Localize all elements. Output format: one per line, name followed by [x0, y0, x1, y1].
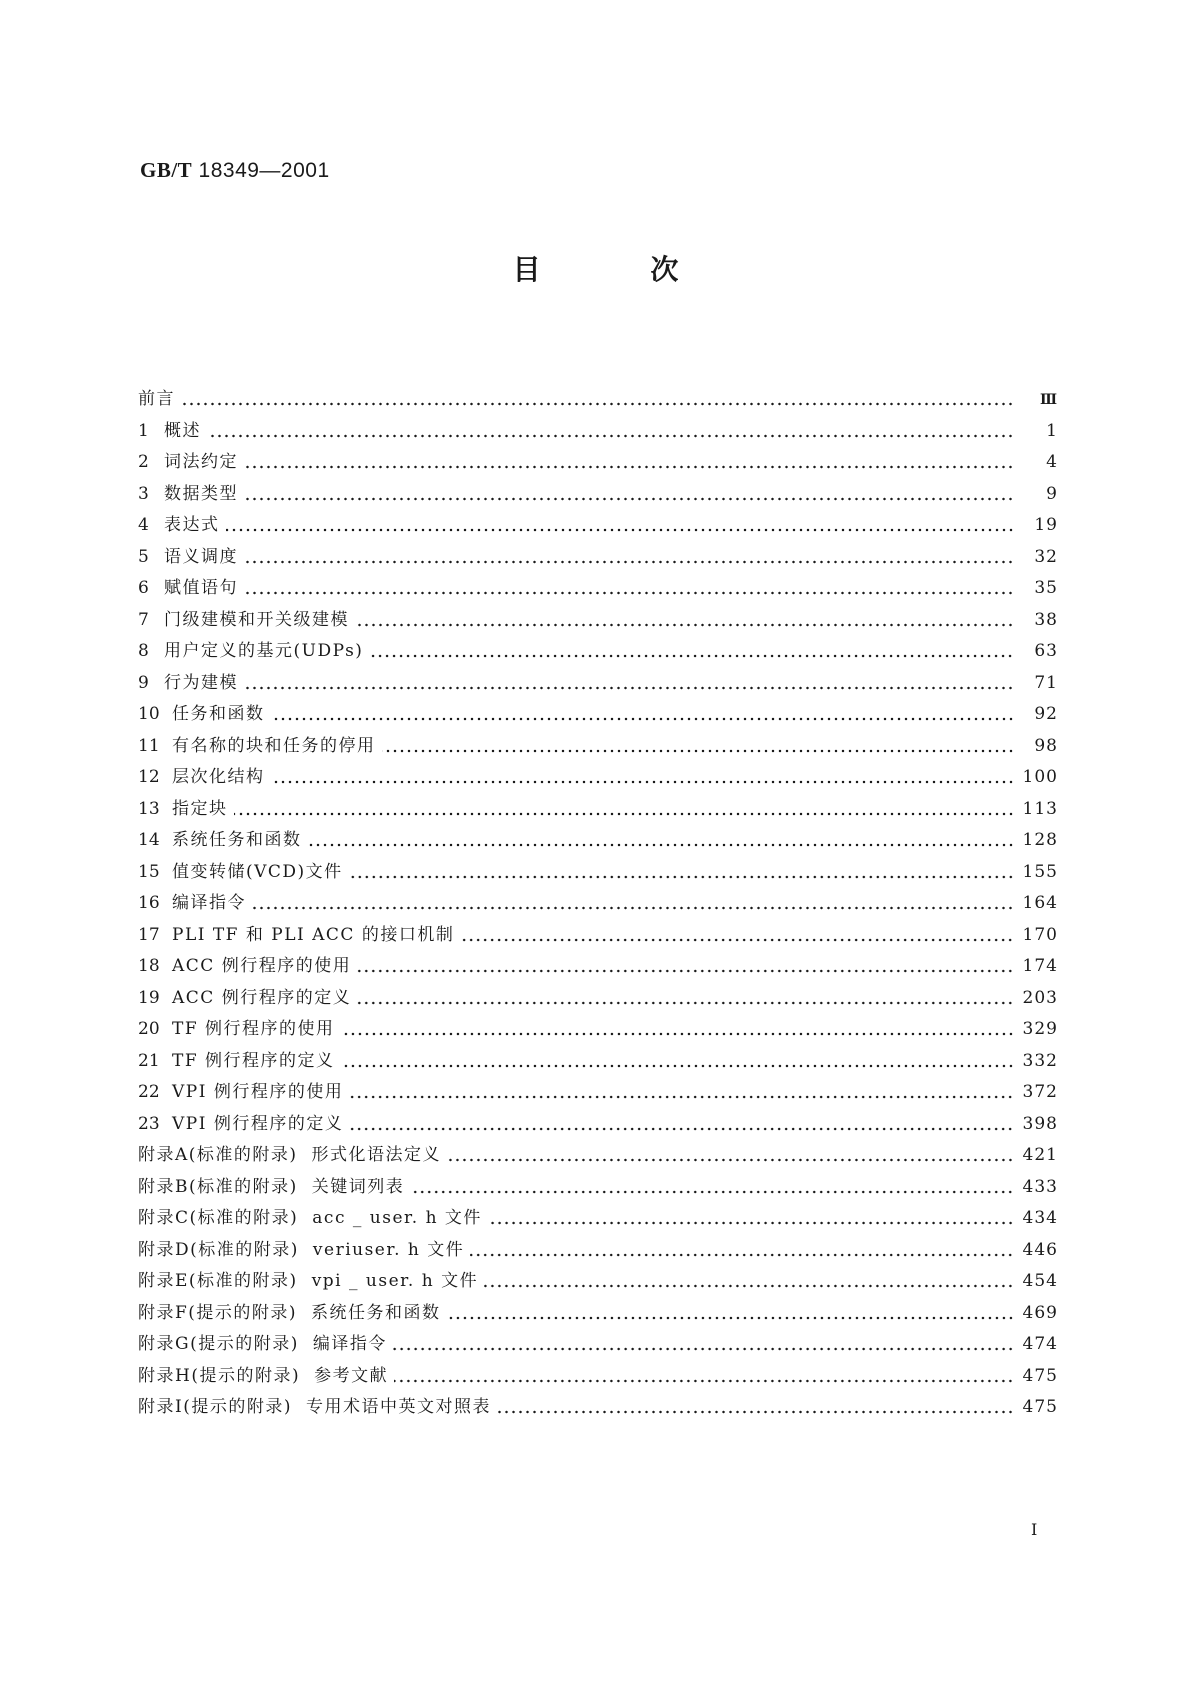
toc-entry-label: [138, 384, 175, 409]
dot-leader: [447, 1158, 1014, 1162]
dot-leader: [349, 1095, 1014, 1099]
toc-entry-number: 18: [138, 956, 160, 976]
toc-entry-page: 155: [1022, 861, 1058, 882]
toc-entry-page: 92: [1034, 704, 1058, 724]
toc-entry[interactable]: [138, 1361, 1058, 1393]
toc-entry-title: ACC 例行程序的使用: [172, 956, 352, 976]
toc-entry-page: 128: [1022, 830, 1058, 850]
toc-entry-label: [138, 1392, 491, 1417]
toc-entry-title: 词法约定: [164, 452, 238, 472]
toc-entry-label: [172, 825, 302, 850]
toc-entry-number: 13: [138, 798, 160, 819]
toc-entry-title: TF 例行程序的使用: [172, 1019, 335, 1039]
toc-entry-number: 8: [138, 641, 149, 661]
toc-entry-page: 372: [1022, 1082, 1058, 1102]
toc-entry-page: 113: [1022, 798, 1058, 819]
dot-leader: [460, 938, 1014, 942]
dot-leader: [470, 1253, 1014, 1257]
toc-entry-title: 附录I(提示的附录): [138, 1397, 292, 1417]
toc-entry-label: [164, 605, 349, 630]
toc-entry[interactable]: [138, 951, 1058, 983]
toc-entry-subtitle: 关键词列表: [311, 1176, 405, 1197]
toc-entry-number: 11: [138, 735, 160, 756]
toc-entry[interactable]: [138, 1298, 1058, 1330]
toc-entry-page: 100: [1022, 767, 1058, 787]
toc-entry-label: [164, 636, 363, 661]
toc-entry[interactable]: [138, 384, 1058, 416]
dot-leader: [234, 812, 1015, 816]
toc-entry-number: 5: [138, 546, 149, 567]
toc-entry-title: VPI 例行程序的定义: [172, 1113, 344, 1134]
toc-entry[interactable]: [138, 1203, 1058, 1235]
toc-entry-page: 9: [1046, 483, 1058, 504]
toc-entry-number: 15: [138, 861, 160, 882]
dot-leader: [244, 560, 1014, 564]
toc-entry[interactable]: [138, 1329, 1058, 1361]
page-title-char-2: 次: [650, 253, 679, 286]
toc-entry-label: [138, 1298, 441, 1323]
toc-entry[interactable]: [138, 510, 1058, 542]
toc-entry[interactable]: [138, 762, 1058, 794]
toc-entry[interactable]: [138, 1140, 1058, 1172]
toc-entry-page: 1: [1046, 420, 1058, 441]
dot-leader: [393, 1347, 1014, 1351]
toc-entry[interactable]: [138, 1077, 1058, 1109]
toc-entry-title: 编译指令: [172, 893, 246, 913]
toc-entry-subtitle: 形式化语法定义: [311, 1145, 442, 1165]
toc-entry-number: 6: [138, 578, 149, 598]
toc-entry-label: [164, 542, 238, 567]
standard-code: [140, 158, 330, 183]
toc-entry-title: 指定块: [172, 798, 228, 819]
dot-leader: [382, 749, 1015, 753]
toc-entry-label: [172, 1014, 335, 1039]
toc-entry[interactable]: [138, 731, 1058, 763]
toc-entry-page: 174: [1022, 956, 1058, 976]
dot-leader: [244, 497, 1014, 501]
toc-entry-page: 35: [1034, 578, 1058, 598]
toc-entry-page: 474: [1022, 1334, 1058, 1354]
toc-entry-number: 4: [138, 515, 149, 535]
toc-entry-title: 概述: [164, 420, 201, 441]
toc-entry-label: [172, 731, 376, 756]
dot-leader: [308, 843, 1015, 847]
toc-entry-title: 附录B(标准的附录): [138, 1176, 298, 1197]
toc-entry-page: 4: [1046, 452, 1058, 472]
toc-entry-page: 433: [1022, 1176, 1058, 1197]
toc-entry-title: 附录C(标准的附录): [138, 1208, 299, 1228]
toc-entry-page: 329: [1022, 1019, 1058, 1039]
toc-entry-label: [138, 1140, 441, 1165]
dot-leader: [207, 434, 1014, 438]
dot-leader: [484, 1284, 1014, 1288]
dot-leader: [410, 1190, 1014, 1194]
toc-entry[interactable]: [138, 542, 1058, 574]
toc-entry-subtitle: 系统任务和函数: [311, 1302, 441, 1323]
dot-leader: [369, 654, 1014, 658]
toc-entry-label: [138, 1203, 482, 1228]
toc-entry-page: 32: [1034, 546, 1058, 567]
toc-entry-number: 21: [138, 1050, 160, 1071]
toc-entry-label: [164, 573, 238, 598]
toc-entry-title: VPI 例行程序的使用: [172, 1082, 344, 1102]
toc-entry-number: 17: [138, 924, 160, 945]
dot-leader: [349, 875, 1014, 879]
toc-entry-label: [138, 1266, 478, 1291]
toc-entry-label: [138, 1172, 404, 1197]
toc-entry-title: 附录F(提示的附录): [138, 1302, 298, 1323]
toc-entry-label: [138, 1361, 388, 1386]
toc-entry-subtitle: 参考文献: [314, 1365, 389, 1386]
dot-leader: [271, 717, 1015, 721]
toc-entry-title: 系统任务和函数: [172, 830, 302, 850]
toc-entry-label: [164, 479, 238, 504]
dot-leader: [349, 1127, 1014, 1131]
toc-entry-label: [172, 762, 265, 787]
standard-prefix: GB/T: [140, 158, 193, 182]
toc-entry-page: 475: [1022, 1397, 1058, 1417]
toc-entry-label: [164, 510, 220, 535]
toc-entry-page: 71: [1034, 672, 1058, 693]
toc-entry-subtitle: veriuser. h 文件: [312, 1239, 465, 1260]
page-title: [0, 248, 1191, 288]
page-number: I: [1031, 1520, 1038, 1539]
toc-entry-title: TF 例行程序的定义: [172, 1050, 335, 1071]
toc-entry-label: [164, 416, 201, 441]
toc-entry[interactable]: [138, 1014, 1058, 1046]
toc-entry-title: PLI TF 和 PLI ACC 的接口机制: [172, 924, 455, 945]
toc-entry-page: 164: [1022, 893, 1058, 913]
toc-entry[interactable]: [138, 605, 1058, 637]
toc-entry-number: 9: [138, 672, 149, 693]
dot-leader: [244, 465, 1014, 469]
toc-entry-title: 附录H(提示的附录): [138, 1365, 301, 1386]
toc-entry-page: 421: [1022, 1145, 1058, 1165]
toc-entry[interactable]: [138, 983, 1058, 1015]
toc-entry-number: 10: [138, 704, 160, 724]
toc-entry-label: [172, 857, 343, 882]
toc-entry-label: [172, 1077, 343, 1102]
toc-entry-page: 469: [1022, 1302, 1058, 1323]
toc-entry-number: 20: [138, 1019, 160, 1039]
toc-entry-label: [164, 447, 238, 472]
toc-entry-title: 赋值语句: [164, 578, 238, 598]
toc-entry-label: [172, 699, 265, 724]
dot-leader: [341, 1032, 1014, 1036]
toc-entry-page: 446: [1022, 1239, 1058, 1260]
toc-entry-title: 层次化结构: [172, 767, 265, 787]
toc-entry[interactable]: [138, 1046, 1058, 1078]
toc-entry-number: 23: [138, 1113, 160, 1134]
dot-leader: [341, 1064, 1014, 1068]
toc-entry-subtitle: 编译指令: [312, 1334, 387, 1354]
toc-entry[interactable]: [138, 479, 1058, 511]
toc-entry[interactable]: [138, 668, 1058, 700]
dot-leader: [355, 623, 1014, 627]
dot-leader: [244, 591, 1014, 595]
toc-entry-label: [138, 1235, 464, 1260]
toc-entry-number: 19: [138, 987, 160, 1008]
toc-entry[interactable]: [138, 920, 1058, 952]
toc-entry-page: 203: [1022, 987, 1058, 1008]
toc-entry[interactable]: [138, 416, 1058, 448]
toc-entry[interactable]: [138, 1235, 1058, 1267]
toc-entry-page: 434: [1022, 1208, 1058, 1228]
dot-leader: [226, 528, 1015, 532]
dot-leader: [357, 969, 1014, 973]
toc-entry-number: 7: [138, 609, 149, 630]
toc-entry-page: 63: [1034, 641, 1058, 661]
toc-entry-title: 附录D(标准的附录): [138, 1239, 299, 1260]
toc-entry-label: [172, 1046, 335, 1071]
toc-entry-subtitle: acc _ user. h 文件: [312, 1208, 482, 1228]
toc-entry-title: 附录A(标准的附录): [138, 1145, 298, 1165]
toc-entry-page: 398: [1022, 1113, 1058, 1134]
toc-entry-number: 1: [138, 420, 149, 441]
dot-leader: [357, 1001, 1014, 1005]
toc-entry-label: [172, 888, 246, 913]
toc-entry[interactable]: [138, 1392, 1058, 1424]
toc-entry[interactable]: [138, 699, 1058, 731]
toc-entry-number: 16: [138, 893, 160, 913]
toc-entry[interactable]: [138, 573, 1058, 605]
toc-entry-title: 附录E(标准的附录): [138, 1271, 298, 1291]
toc-entry-page: 332: [1022, 1050, 1058, 1071]
toc-entry-number: 14: [138, 830, 160, 850]
toc-entry[interactable]: [138, 794, 1058, 826]
toc-entry-title: 有名称的块和任务的停用: [172, 735, 376, 756]
toc-entry-label: [172, 920, 454, 945]
dot-leader: [181, 402, 1014, 406]
toc-entry-label: [138, 1329, 387, 1354]
toc-entry[interactable]: [138, 1172, 1058, 1204]
toc-entry-title: 任务和函数: [172, 704, 265, 724]
toc-entry-number: 3: [138, 483, 149, 504]
toc-entry-title: 前言: [138, 389, 175, 409]
toc-entry[interactable]: [138, 857, 1058, 889]
dot-leader: [271, 780, 1015, 784]
toc-entry-title: 行为建模: [164, 672, 238, 693]
toc-entry[interactable]: [138, 1266, 1058, 1298]
toc-entry-number: 12: [138, 767, 160, 787]
dot-leader: [447, 1316, 1014, 1320]
toc-entry-title: 数据类型: [164, 483, 238, 504]
toc-entry-label: [172, 983, 351, 1008]
toc-entry-page: 38: [1034, 609, 1058, 630]
dot-leader: [488, 1221, 1014, 1225]
toc-entry-page: 98: [1034, 735, 1058, 756]
toc-entry-number: 2: [138, 452, 149, 472]
toc-entry[interactable]: [138, 447, 1058, 479]
page-title-char-1: 目: [512, 253, 541, 286]
toc-entry-label: [172, 951, 351, 976]
toc-entry-page: 19: [1034, 515, 1058, 535]
toc-entry-page: 475: [1022, 1365, 1058, 1386]
dot-leader: [244, 686, 1014, 690]
toc-entry[interactable]: [138, 888, 1058, 920]
dot-leader: [252, 906, 1014, 910]
toc-entry-label: [172, 1109, 343, 1134]
toc-entry-number: 22: [138, 1082, 160, 1102]
toc-entry-subtitle: vpi _ user. h 文件: [311, 1271, 479, 1291]
toc-entry-title: ACC 例行程序的定义: [172, 987, 352, 1008]
toc-entry[interactable]: [138, 825, 1058, 857]
toc-entry-title: 表达式: [164, 515, 220, 535]
toc-entry-label: [172, 794, 228, 819]
toc-entry-page: 170: [1022, 924, 1058, 945]
toc-entry-title: 用户定义的基元(UDPs): [164, 641, 364, 661]
toc-entry-subtitle: 专用术语中英文对照表: [305, 1397, 491, 1417]
toc-entry-title: 附录G(提示的附录): [138, 1334, 299, 1354]
toc-entry-label: [164, 668, 238, 693]
toc-entry-title: 值变转储(VCD)文件: [172, 861, 343, 882]
dot-leader: [394, 1379, 1014, 1383]
toc-entry-page: Ⅲ: [1039, 392, 1058, 408]
table-of-contents: [138, 384, 1058, 1424]
standard-number: 18349—2001: [198, 159, 330, 182]
dot-leader: [497, 1410, 1014, 1414]
toc-entry-page: 454: [1022, 1271, 1058, 1291]
toc-entry[interactable]: [138, 1109, 1058, 1141]
toc-entry-title: 语义调度: [164, 546, 238, 567]
toc-entry[interactable]: [138, 636, 1058, 668]
toc-entry-title: 门级建模和开关级建模: [164, 609, 349, 630]
